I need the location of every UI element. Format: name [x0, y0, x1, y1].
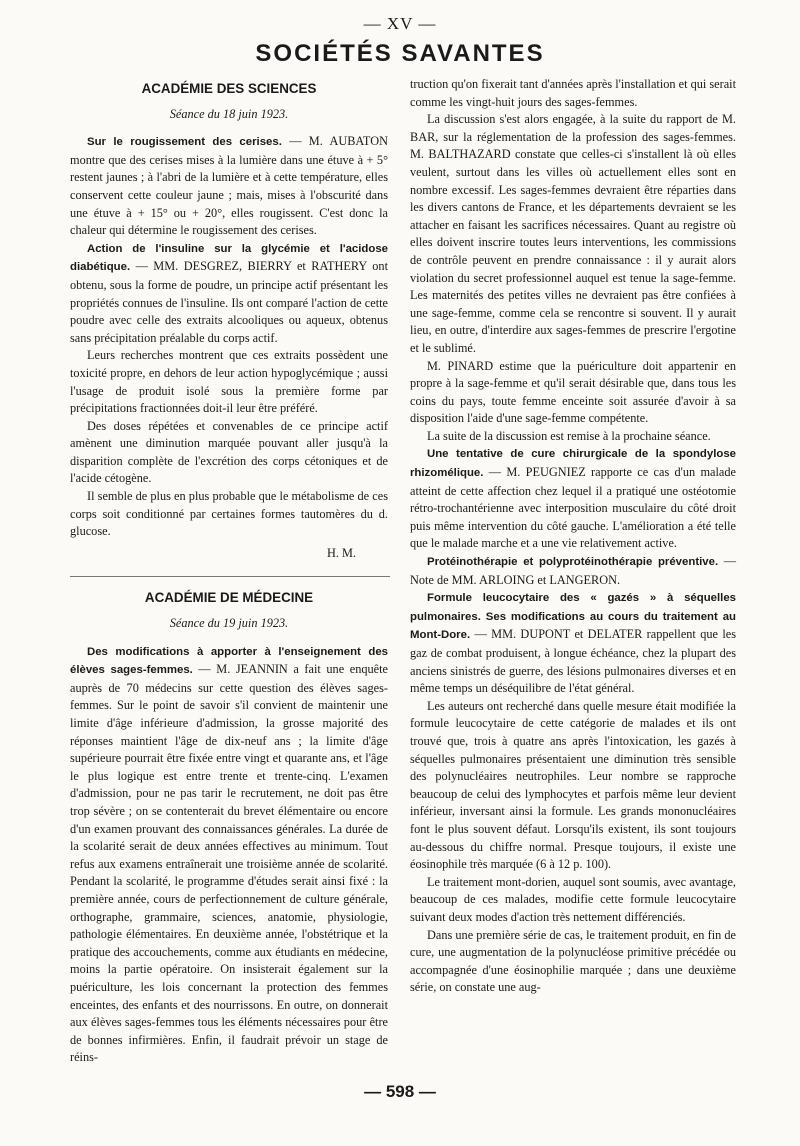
article-text: — M. AUBATON montre que des cerises mises à la lumière dans une étuve à + 5° restent jaunes ; à l'abri de la lumière et à cette température, elles conservent cette couleur jaune ; mais, mises à l'obscurité dans une étuve à + 15° ou + 20°, elles rougissent. C'est donc la chaleur qui détermine le rougissement des cerises.	[70, 134, 388, 238]
paragraph: La suite de la discussion est remise à la prochaine séance.	[427, 428, 711, 443]
article-insuline	[70, 240, 388, 348]
article-text: — MM. DESGREZ, BIERRY et RATHERY ont obtenu, sous la forme de poudre, un principe actif présentant les propriétés connues de l'insuline. Ils ont comparé l'action de cette poudre avec celle des extraits alcooliques ou aqueux, obtenus sans précipitation préalable du corps actif.	[70, 259, 388, 345]
article-title: Une tentative de cure chirurgicale de la spondylose rhizomélique.	[410, 448, 736, 480]
section-heading-sciences: ACADÉMIE DES SCIENCES	[141, 81, 317, 96]
paragraph: M. PINARD estime que la puériculture doit appartenir en propre à la sage-femme et qu'il serait désirable que, dans tous les coins du pays, toute femme enceinte soit assurée d'avoir à sa disposition l'aide d'une sage-femme compétente.	[410, 358, 736, 426]
article-text: — MM. DUPONT et DELATER rappellent que les gaz de combat produisent, à longue échéance, chez la plupart des anciens sinistrés de guerre, des lésions pulmonaires diverses et en même temps un déséquilibre de l'état général.	[410, 627, 736, 696]
paragraph: Dans une première série de cas, le traitement produit, en fin de cure, une augmentation de la polynucléose primitive précédée ou accompagnée d'une éosinophilie marquée ; dans une deuxième série, on constate une aug-	[410, 927, 736, 995]
right-column	[410, 76, 736, 997]
signature: H. M.	[326, 545, 356, 560]
paragraph: Des doses répétées et convenables de ce principe actif amènent une diminution marquée pouvant aller jusqu'à la disparition complète de l'excrétion des corps cétoniques et de l'acide cétogène.	[70, 418, 388, 486]
paragraph: Il semble de plus en plus probable que le métabolisme de ces corps soit conditionné par certaines formes tautomères du d. glucose.	[70, 489, 388, 539]
article-proteinotherapie	[410, 553, 736, 589]
session-date-medecine: Séance du 19 juin 1923.	[169, 616, 289, 631]
article-title: Formule leucocytaire des « gazés » à séquelles pulmonaires. Ses modifications au cours du traitement au Mont-Dore.	[410, 592, 736, 642]
page-title: SOCIÉTÉS SAVANTES	[255, 40, 545, 67]
article-text: — M. JEANNIN a fait une enquête auprès de 70 médecins sur cette question des élèves sages-femmes. Sur le point de savoir s'il convient de maintenir une limite d'âge inférieure d'admission, la grosse majorité des réponses maintient l'âge de dix-neuf ans ; la limite d'âge supérieure pourrait être fixée entre vingt et quarante ans, et l'âge le plus logique est entre trente et trente-cinq. L'examen d'admission, pour ne pas tarir le recrutement, ne doit pas être trop sévère ; on se contenterait du brevet élémentaire ou encore d'un examen prouvant des connaissances générales. La durée de la scolarité serait de deux années effectives au minimum. Tout refus aux examens entraînerait une troisième année de scolarité. Pendant la scolarité, le programme d'études serait ainsi fixé : la première année, cours de perfectionnement de culture générale, orthographe, grammaire, sciences, anatomie, physiologie, pathologie élémentaires. En deuxième année, l'obstétrique et la pratique des accouchements, comme aux étudiants en médecine, moins la partie opératoire. On insisterait également sur la puériculture, les lois concernant la protection des femmes enceintes, des enfants et des nourrissons. En outre, on donnerait aux élèves sages-femmes tous les éléments nécessaires pour être de bonnes infirmières. Enfin, il faudrait prévoir un stage de réins-	[70, 662, 388, 1065]
page-number: — 598 —	[364, 1082, 436, 1101]
article-spondylose	[410, 445, 736, 553]
article-gazes	[410, 589, 736, 698]
article-text: — Note de MM. ARLOING et LANGERON.	[410, 554, 736, 587]
article-title: Des modifications à apporter à l'enseignement des élèves sages-femmes.	[70, 645, 388, 677]
paragraph: Leurs recherches montrent que ces extraits possèdent une toxicité propre, en dehors de leur action hypoglycémique ; aussi l'usage de produit isolé sous la première forme par précipitations fractionnées doit-il leur être préféré.	[70, 348, 388, 416]
paragraph: La discussion s'est alors engagée, à la suite du rapport de M. BAR, sur la réglementation de la profession des sages-femmes. M. BALTHAZARD constate que celles-ci s'installent là où elles veulent, surtout dans les villes où actuellement elles sont en nombre excessif. Les sages-femmes devraient être réparties dans les divers cantons de France, et les départements devraient se les attacher en faisant les sacrifices nécessaires. Quant au registre où elles doivent inscrire toutes leurs interventions, les commissions de contrôle peuvent en prendre connaissance : il y aurait alors violation du secret professionnel auquel est tenue la sage-femme. Les maternités des petites villes ne devraient pas être confiées à une sage-femme, comme cela se rencontre si souvent. Il y aurait lieu, en outre, d'interdire aux sages-femmes de prescrire l'ergotine et le sublimé.	[410, 112, 736, 355]
section-divider	[70, 576, 390, 577]
paragraph: Le traitement mont-dorien, auquel sont soumis, avec avantage, beaucoup de ces malades, modifie cette formule leucocytaire suivant deux modes d'action très nettement différenciés.	[410, 874, 736, 924]
article-title: Action de l'insuline sur la glycémie et l'acidose diabétique.	[70, 242, 388, 274]
session-date-sciences: Séance du 18 juin 1923.	[169, 106, 289, 121]
paragraph: Les auteurs ont recherché dans quelle mesure était modifiée la formule leucocytaire de cette catégorie de malades et ils ont trouvé que, trois à quatre ans après l'intoxication, les gazés à séquelles pulmonaires présentaient une diminution très sensible des polynucléaires neutrophiles. Leur nombre se rapproche beaucoup de celui des lymphocytes et parfois même leur devient inférieur, inversant ainsi la formule. Les grands mononucléaires font le plus souvent défaut. Lorsqu'ils existent, ils sont toujours au-dessous du chiffre normal. Presque toujours, il existe une éosinophile très marquée (6 à 12 p. 100).	[410, 698, 736, 872]
roman-page-number: — XV —	[363, 14, 437, 33]
article-text: — M. PEUGNIEZ rapporte ce cas d'un malade atteint de cette affection chez lequel il a pratiqué une ostéotomie rétro-trochantérienne avec interposition musculaire du côté droit puis même intervention du côté gauche. L'amélioration a été telle que le malade marche et a une vie relativement active.	[410, 465, 736, 551]
section-heading-medecine: ACADÉMIE DE MÉDECINE	[144, 590, 314, 606]
article-title: Sur le rougissement des cerises.	[87, 136, 282, 149]
article-sages-femmes	[70, 643, 388, 1067]
article-cerises	[70, 133, 388, 240]
paragraph-continuation: truction qu'on fixerait tant d'années après l'installation et qui serait comme les vingt-huit jours des sages-femmes.	[410, 77, 736, 109]
left-column	[70, 76, 388, 1067]
article-title: Protéinothérapie et polyprotéinothérapie préventive.	[427, 556, 719, 569]
